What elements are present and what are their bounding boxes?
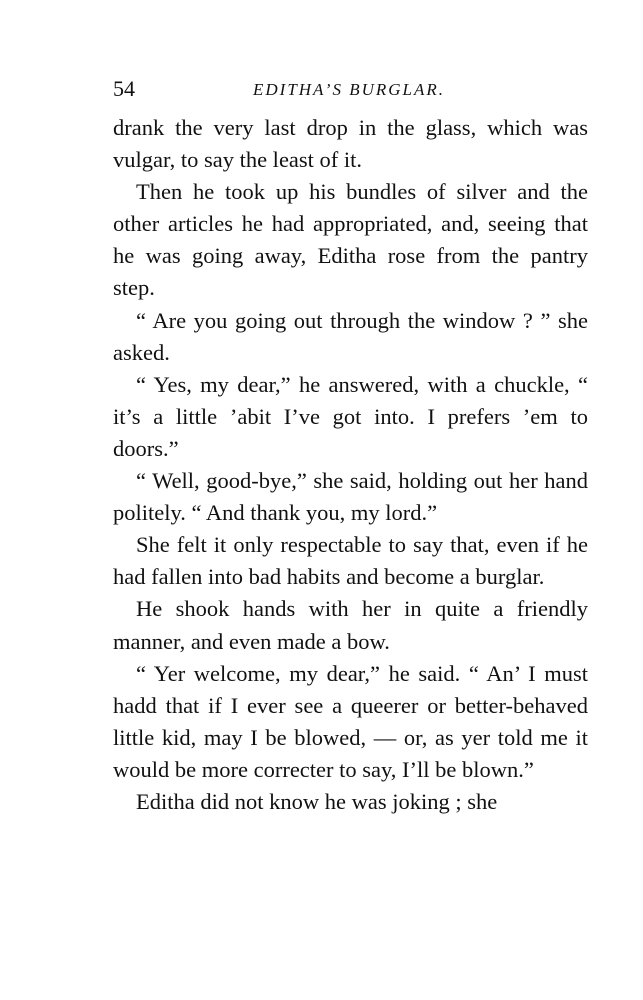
paragraph-good-bye: “ Well, good-bye,” she said, holding out her hand politely. “ And thank you, my lord.” [113,468,588,526]
paragraph-joking: Editha did not know he was joking ; she [136,788,498,814]
paragraph-silver-bundles: Then he took up his bundles of silver and the other articles he had appropriated, and, seeing that he was going away, Editha rose from the pantry step. [113,179,588,301]
page-number: 54 [113,76,135,101]
paragraph-respectable: She felt it only respectable to say that, even if he had fallen into bad habits and become a burglar. [113,532,588,590]
paragraph-chuckle-answer: “ Yes, my dear,” he answered, with a chuckle, “ it’s a little ’abit I’ve got into. I prefers ’em to doors.” [113,371,588,461]
body-text [113,112,588,818]
page-header [113,76,588,102]
paragraph-yer-welcome: “ Yer welcome, my dear,” he said. “ An’ I must hadd that if I ever see a queerer or better-behaved little kid, may I be blowed, — or, as yer told me it would be more correcter to say, I’ll be blown.” [113,660,588,782]
paragraph-shook-hands: He shook hands with her in quite a friendly manner, and even made a bow. [113,596,588,654]
paragraph-window-question: “ Are you going out through the window ? ” she asked. [113,307,588,365]
running-title: EDITHA’S BURGLAR. [253,80,446,99]
paragraph-continuation: drank the very last drop in the glass, which was vulgar, to say the least of it. [113,115,588,173]
